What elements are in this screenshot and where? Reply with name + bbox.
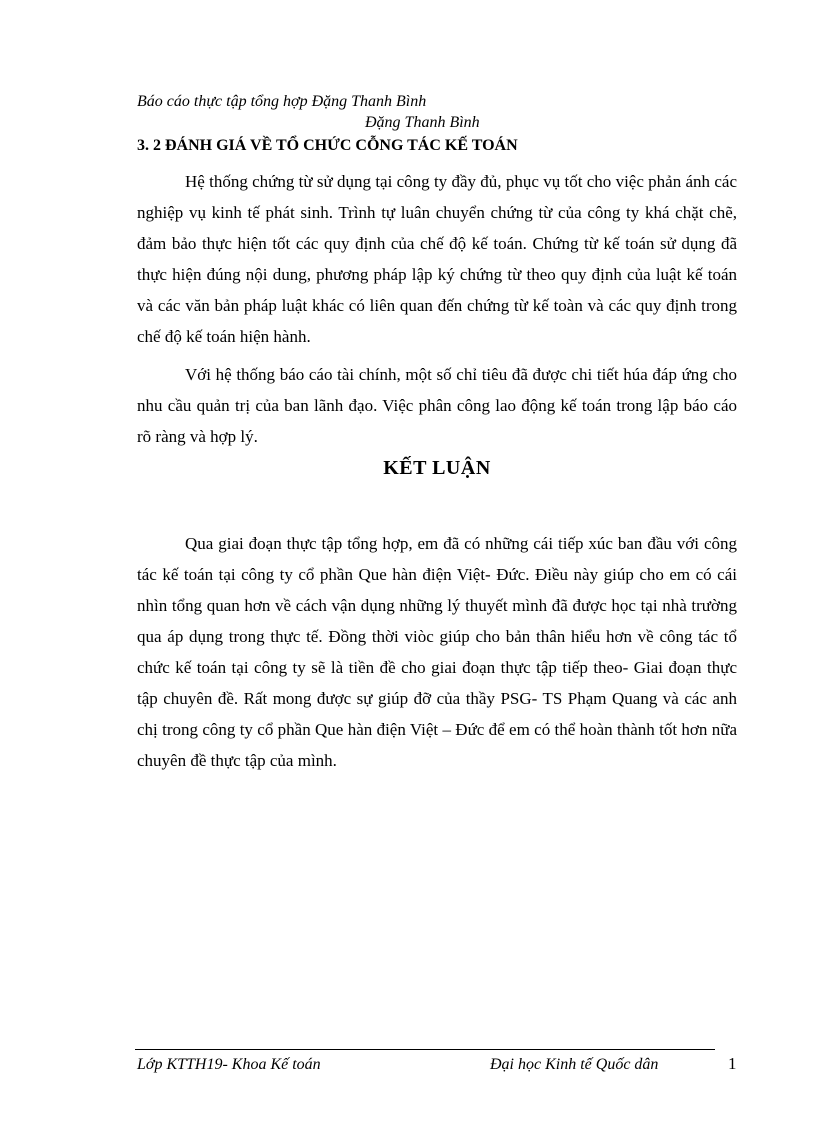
body-paragraph-vouchers: Hệ thống chứng từ sử dụng tại công ty đầy đủ, phục vụ tốt cho việc phản ánh các nghiệp vụ kinh tế phát sinh. Trình tự luân chuyển chứng từ của công ty khá chặt chẽ, đảm bảo thực hiện tốt các quy định của chế độ kế toán. Chứng từ kế toán sử dụng đã thực hiện đúng nội dung, phương pháp lập ký chứng từ theo quy định của luật kế toán và các văn bản pháp luật khác có liên quan đến chứng từ kế toàn và các quy định trong chế độ kế toán hiện hành. — [137, 172, 737, 346]
section-heading: 3. 2 ĐÁNH GIÁ VỀ TỔ CHỨC CỖNG TÁC KẾ TOÁN — [137, 137, 518, 154]
body-paragraph-reports: Với hệ thống báo cáo tài chính, một số chỉ tiêu đã được chi tiết húa đáp ứng cho nhu cầu quản trị của ban lãnh đạo. Việc phân công lao động kế toán trong lập báo cáo rõ ràng và hợp lý. — [137, 365, 737, 446]
page-number: 1 — [728, 1054, 737, 1073]
footer-class-label: Lớp KTTH19- Khoa Kế toán — [137, 1056, 321, 1073]
running-header-author: Đặng Thanh Bình — [365, 114, 480, 131]
conclusion-paragraph: Qua giai đoạn thực tập tổng hợp, em đã có những cái tiếp xúc ban đầu với công tác kế toán tại công ty cổ phần Que hàn điện Việt- Đức. Điều này giúp cho em có cái nhìn tổng quan hơn về cách vận dụng những lý thuyết mình đã được học tại nhà trường qua áp dụng trong thực tế. Đồng thời viòc giúp cho bản thân hiểu hơn về công tác tổ chức kế toán tại công ty sẽ là tiền đề cho giai đoạn thực tập tiếp theo- Giai đoạn thực tập chuyên đề. Rất mong được sự giúp đỡ của thầy PSG- TS Phạm Quang và các anh chị trong công ty cổ phần Que hàn điện Việt – Đức để em có thể hoàn thành tốt hơn nữa chuyên đề thực tập của mình. — [137, 534, 737, 770]
conclusion-heading: KẾT LUẬN — [383, 457, 491, 479]
footer-divider — [135, 1049, 715, 1050]
footer-university-label: Đại học Kinh tế Quốc dân — [490, 1056, 659, 1073]
running-header-title: Báo cáo thực tập tổng hợp Đặng Thanh Bình — [137, 93, 427, 110]
